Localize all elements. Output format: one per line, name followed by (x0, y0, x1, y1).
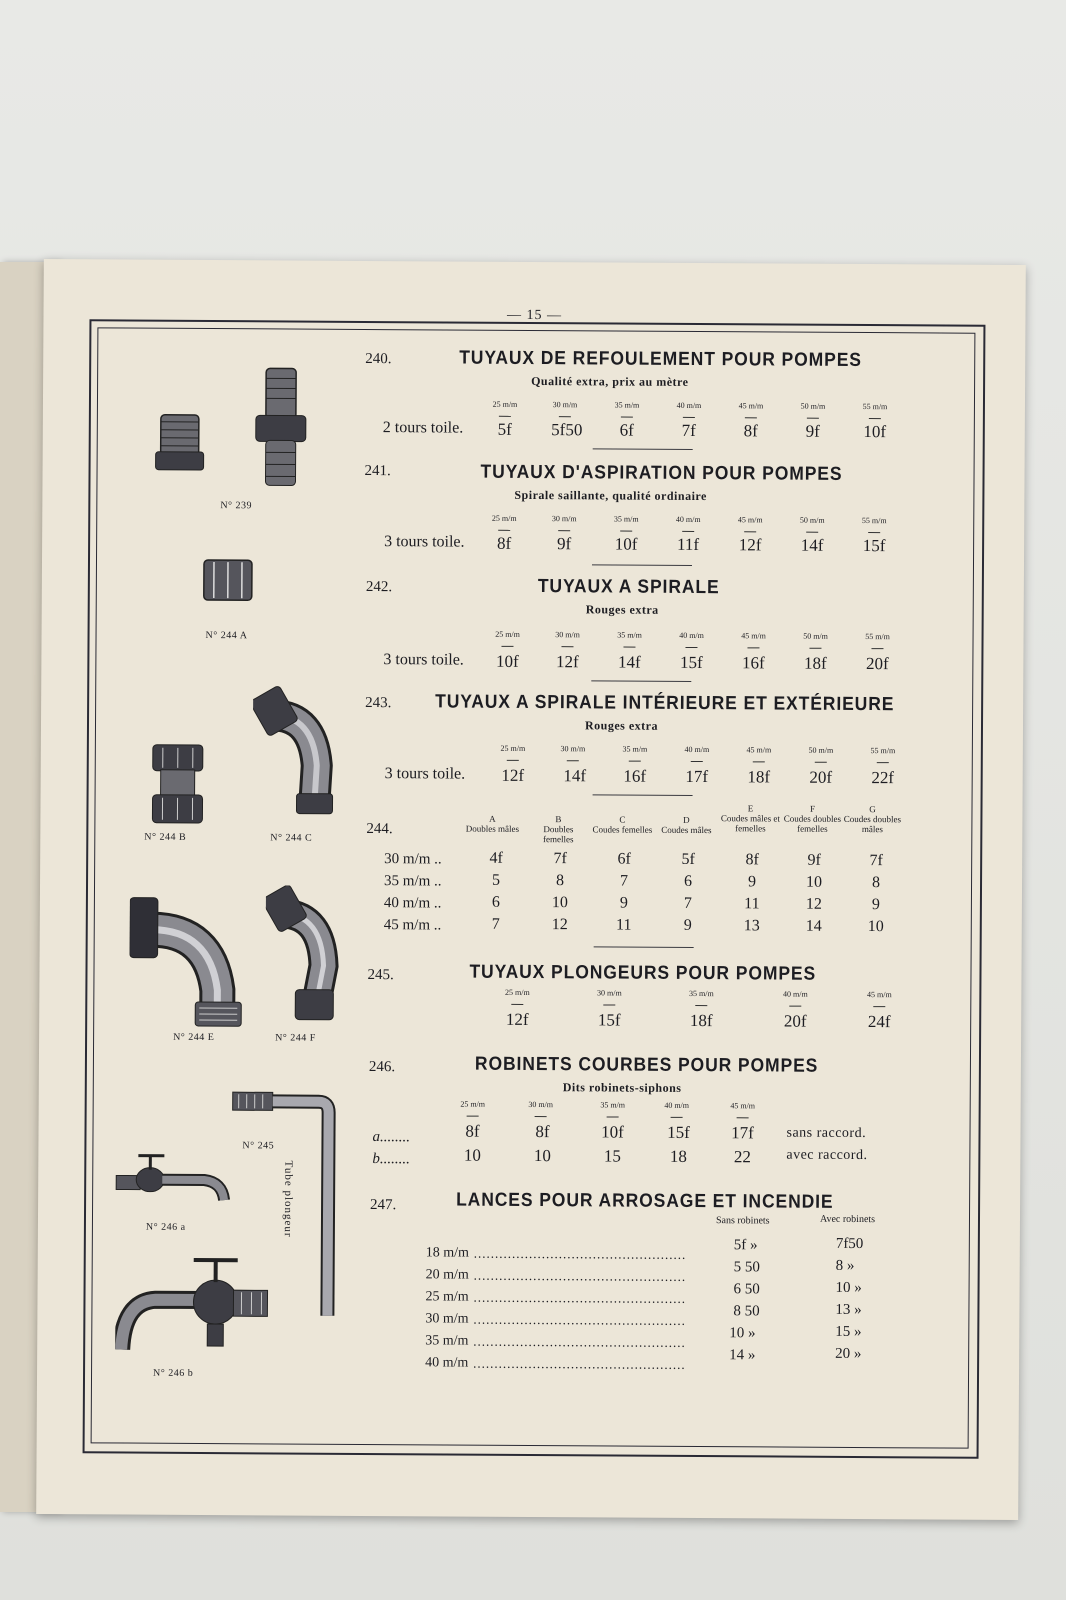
column-header: 40 m/m (666, 631, 716, 648)
section-246-title: ROBINETS COURBES POUR POMPES (474, 1053, 819, 1077)
fitting-header-a: A Doubles mâles (465, 813, 520, 834)
table-cell: 11 (744, 895, 760, 913)
price-sans: 10 » (729, 1325, 756, 1342)
price-cell: 6f (619, 420, 634, 440)
price-cell: 12f (738, 535, 762, 555)
price-cell: 18 (669, 1146, 687, 1166)
price-cell: 14f (617, 652, 641, 672)
price-avec: 7f50 (835, 1235, 864, 1253)
price-cell: 10f (614, 534, 638, 554)
leader-dots: .................................................. (473, 1245, 687, 1262)
column-header: 30 m/m (540, 400, 590, 417)
price-cell: 9f (805, 421, 820, 441)
column-header: 50 m/m (787, 516, 837, 533)
leader-dots: .................................................. (473, 1289, 687, 1306)
table-cell: 8f (745, 851, 759, 869)
leader-dots: .................................................. (473, 1355, 686, 1372)
price-cell: 16f (623, 766, 647, 786)
column-header: 55 m/m (850, 402, 900, 419)
table-cell: 9 (871, 896, 880, 914)
row-label: 35 m/m (425, 1333, 469, 1349)
price-cell: 8f (535, 1122, 550, 1142)
table-cell: 9 (747, 873, 757, 891)
price-cell: 5f (497, 419, 512, 439)
caption-244a: N° 244 A (205, 630, 248, 642)
section-243-title: TUYAUX A SPIRALE INTÉRIEURE ET EXTÉRIEURE (435, 691, 895, 716)
column-header: 25 m/m (480, 400, 530, 417)
table-cell: 9f (807, 851, 821, 869)
price-cell: 10f (601, 1122, 624, 1142)
column-header: 35 m/m (610, 744, 660, 761)
column-header: 50 m/m (790, 632, 840, 649)
divider (591, 680, 691, 682)
column-header: 30 m/m (548, 744, 598, 761)
price-sections (36, 259, 1026, 1520)
column-header: 45 m/m (726, 401, 776, 418)
table-cell: 9 (683, 916, 692, 934)
column-header: 50 m/m (788, 402, 838, 419)
column-header: 55 m/m (852, 632, 902, 649)
section-247-title: LANCES POUR ARROSAGE ET INCENDIE (456, 1189, 834, 1213)
table-cell: 13 (743, 917, 760, 935)
table-cell: 11 (616, 916, 632, 934)
table-cell: 5f (681, 850, 695, 869)
section-243-row-label: 3 tours toile. (384, 765, 466, 783)
table-cell: 5 (492, 871, 501, 889)
section-241-row-label: 3 tours toile. (384, 533, 465, 551)
price-cell: 5f50 (551, 420, 583, 440)
row-label: a........ (372, 1129, 411, 1146)
section-240-title: TUYAUX DE REFOULEMENT POUR POMPES (459, 347, 862, 372)
divider (593, 448, 693, 450)
caption-246a: N° 246 a (145, 1221, 186, 1233)
price-cell: 20f (783, 1011, 807, 1031)
table-cell: 6 (684, 872, 693, 890)
column-header: 50 m/m (796, 746, 846, 763)
price-cell: 12f (501, 765, 525, 785)
price-cell: 7f (681, 420, 696, 440)
price-avec: 15 » (835, 1323, 862, 1341)
section-240-subtitle: Qualité extra, prix au mètre (531, 373, 689, 389)
column-header: 55 m/m (849, 516, 899, 533)
column-header: 45 m/m (718, 1101, 768, 1118)
row-label: 30 m/m (425, 1311, 469, 1327)
column-header: 30 m/m (516, 1100, 566, 1117)
price-cell: 11f (677, 534, 700, 555)
column-header: 35 m/m (604, 630, 654, 647)
price-cell: 24f (867, 1012, 891, 1032)
table-cell: 8 (556, 872, 565, 890)
row-label: b........ (372, 1151, 410, 1168)
price-cell: 8f (743, 421, 758, 441)
col-header-sans: Sans robinets (715, 1215, 770, 1227)
section-241-number: 241. (364, 462, 391, 480)
caption-246b: N° 246 b (153, 1367, 194, 1379)
section-246-number: 246. (368, 1059, 396, 1076)
column-header: 45 m/m (725, 515, 775, 532)
fitting-header-d: D Coudes mâles (661, 814, 712, 836)
fitting-header-b: B Doubles femelles (543, 814, 574, 845)
caption-244b: N° 244 B (144, 831, 187, 843)
row-label: 20 m/m (425, 1267, 469, 1283)
table-cell: 9 (619, 894, 628, 912)
price-cell: 12f (505, 1009, 529, 1029)
column-header: 45 m/m (854, 990, 904, 1007)
price-cell: 12f (555, 652, 579, 672)
row-note: avec raccord. (786, 1147, 868, 1164)
price-sans: 5 50 (733, 1259, 760, 1276)
fitting-header-g: G Coudes doubles mâles (843, 804, 902, 835)
table-cell: 7 (491, 915, 500, 933)
table-cell: 10 (867, 918, 884, 936)
section-245-title: TUYAUX PLONGEURS POUR POMPES (469, 961, 817, 985)
section-244-number: 244. (366, 820, 393, 838)
price-cell: 9f (556, 534, 572, 554)
section-246-subtitle: Dits robinets-siphons (562, 1080, 682, 1095)
row-label: 40 m/m .. (383, 895, 442, 912)
row-label: 35 m/m .. (383, 873, 442, 890)
price-sans: 6 50 (733, 1281, 760, 1298)
column-header: 45 m/m (734, 745, 784, 762)
table-cell: 12 (551, 916, 568, 934)
column-header: 40 m/m (664, 401, 714, 418)
column-header: 40 m/m (663, 515, 713, 532)
column-header: 40 m/m (770, 989, 820, 1006)
row-label: 25 m/m (425, 1289, 469, 1305)
table-cell: 7 (683, 894, 692, 912)
row-note: sans raccord. (786, 1125, 867, 1142)
divider (593, 794, 693, 796)
price-cell: 8f (465, 1121, 480, 1141)
price-cell: 20f (865, 654, 889, 674)
section-245-number: 245. (367, 967, 394, 984)
price-cell: 16f (741, 653, 765, 673)
table-cell: 8 (871, 874, 881, 892)
price-cell: 14f (563, 766, 587, 786)
column-header: 55 m/m (858, 746, 908, 763)
column-header: 25 m/m (492, 988, 542, 1005)
table-cell: 14 (805, 917, 822, 935)
table-cell: 7 (620, 872, 629, 890)
column-header: 45 m/m (728, 631, 778, 648)
price-avec: 20 » (835, 1345, 862, 1363)
price-sans: 5f » (733, 1237, 758, 1254)
section-241-title: TUYAUX D'ASPIRATION POUR POMPES (480, 461, 843, 485)
table-cell: 6f (617, 850, 631, 868)
divider (594, 946, 694, 948)
table-cell: 7f (869, 852, 883, 870)
row-label: 18 m/m (425, 1245, 469, 1261)
section-242-title: TUYAUX A SPIRALE (537, 576, 720, 599)
price-cell: 15f (667, 1122, 690, 1142)
section-243-number: 243. (365, 694, 392, 712)
column-header: 25 m/m (479, 514, 529, 531)
column-header: 25 m/m (482, 630, 532, 647)
catalog-page (36, 259, 1026, 1520)
price-cell: 17f (685, 766, 709, 787)
row-label: 30 m/m .. (384, 851, 442, 868)
price-cell: 10f (863, 422, 887, 442)
fitting-header-e: E Coudes mâles et femelles (720, 803, 780, 834)
table-cell: 6 (491, 893, 500, 911)
section-243-subtitle: Rouges extra (584, 718, 659, 733)
column-header: 25 m/m (488, 744, 538, 761)
price-cell: 10f (495, 651, 519, 671)
column-header: 40 m/m (652, 1101, 702, 1118)
caption-tube-plongeur: Tube plongeur (281, 1160, 295, 1238)
fitting-header-c: C Coudes femelles (592, 814, 653, 835)
section-247-number: 247. (370, 1197, 397, 1214)
price-cell: 15f (862, 536, 886, 556)
price-cell: 17f (731, 1123, 754, 1143)
table-cell: 12 (805, 895, 822, 913)
column-header: 30 m/m (542, 630, 592, 647)
section-241-subtitle: Spirale saillante, qualité ordinaire (514, 487, 707, 504)
section-240-row-label: 2 tours toile. (382, 419, 464, 437)
column-header: 30 m/m (584, 988, 634, 1005)
leader-dots: .................................................. (473, 1267, 687, 1284)
price-cell: 15 (603, 1146, 621, 1166)
price-sans: 8 50 (733, 1303, 760, 1320)
caption-244c: N° 244 C (270, 832, 313, 844)
column-header: 35 m/m (676, 989, 726, 1006)
column-header: 35 m/m (601, 514, 651, 531)
price-cell: 18f (803, 653, 827, 673)
row-label: 40 m/m (425, 1355, 469, 1371)
leader-dots: .................................................. (473, 1311, 686, 1328)
row-label: 45 m/m .. (383, 917, 442, 934)
price-cell: 20f (809, 767, 833, 787)
section-242-subtitle: Rouges extra (585, 602, 659, 617)
column-header: 35 m/m (588, 1100, 638, 1117)
caption-245: N° 245 (242, 1140, 275, 1152)
section-242-row-label: 3 tours toile. (383, 651, 464, 669)
price-cell: 22f (871, 768, 895, 788)
price-cell: 10 (533, 1146, 551, 1166)
price-avec: 10 » (835, 1279, 862, 1297)
column-header: 35 m/m (602, 400, 652, 417)
table-cell: 7f (553, 850, 567, 868)
price-avec: 8 » (835, 1257, 855, 1274)
table-cell: 10 (551, 894, 568, 912)
price-avec: 13 » (835, 1301, 862, 1319)
column-header: 40 m/m (672, 745, 722, 762)
price-cell: 10 (463, 1145, 481, 1165)
caption-244e: N° 244 E (173, 1031, 215, 1044)
price-sans: 14 » (729, 1347, 756, 1364)
caption-239: N° 239 (220, 500, 253, 512)
price-cell: 18f (689, 1010, 713, 1031)
price-cell: 15f (679, 652, 703, 673)
page-number: — 15 — (506, 307, 563, 324)
col-header-avec: Avec robinets (819, 1213, 876, 1226)
price-cell: 22 (733, 1147, 751, 1167)
column-header: 30 m/m (539, 514, 589, 531)
section-240-number: 240. (365, 350, 392, 368)
leader-dots: .................................................. (473, 1333, 686, 1350)
caption-244f: N° 244 F (275, 1032, 316, 1044)
section-242-number: 242. (365, 578, 393, 596)
fitting-header-f: F Coudes doubles femelles (783, 803, 842, 834)
price-cell: 15f (597, 1010, 621, 1030)
price-cell: 8f (496, 533, 512, 553)
price-cell: 18f (747, 767, 771, 787)
divider (592, 564, 692, 566)
table-cell: 4f (489, 849, 503, 867)
price-cell: 14f (800, 535, 824, 555)
table-cell: 10 (805, 873, 823, 891)
column-header: 25 m/m (448, 1099, 498, 1116)
